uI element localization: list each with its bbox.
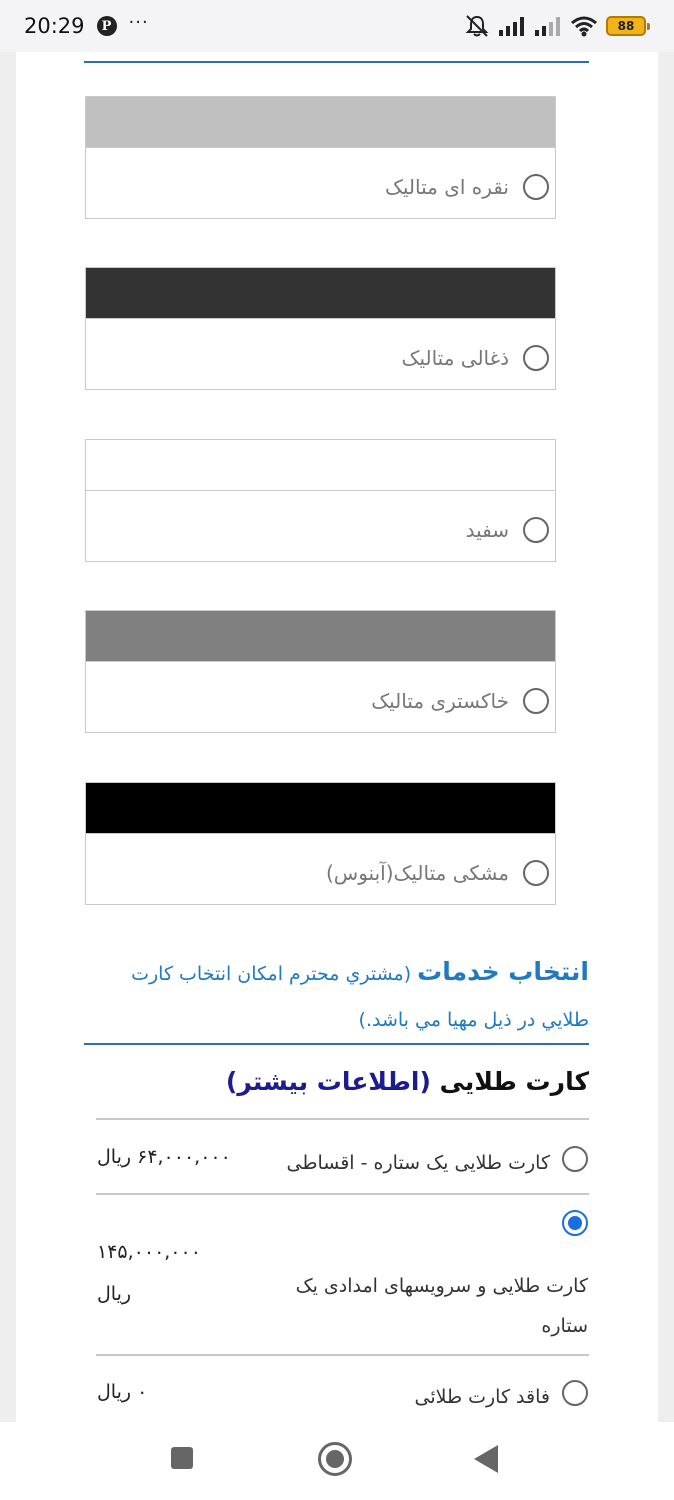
system-nav-bar bbox=[0, 1422, 674, 1500]
golden-card-radio-none[interactable] bbox=[562, 1380, 588, 1406]
wifi-icon bbox=[570, 15, 598, 37]
table-divider bbox=[96, 1193, 589, 1195]
golden-card-radio-one-star-installment[interactable] bbox=[562, 1146, 588, 1172]
color-option-gray[interactable] bbox=[85, 610, 556, 733]
color-label: ذغالی متالیک bbox=[401, 346, 509, 370]
color-label: سفید bbox=[465, 518, 509, 542]
color-swatch bbox=[86, 268, 555, 319]
golden-card-title: کارت طلایی bbox=[439, 1067, 589, 1096]
signal-icon-2 bbox=[534, 16, 562, 36]
signal-icon bbox=[498, 16, 526, 36]
table-divider bbox=[96, 1118, 589, 1120]
recent-apps-icon[interactable] bbox=[171, 1447, 193, 1469]
more-notifications-icon: ··· bbox=[128, 11, 149, 33]
clock: 20:29 bbox=[24, 14, 85, 38]
color-swatch bbox=[86, 783, 555, 834]
table-divider bbox=[96, 1354, 589, 1356]
color-option-white[interactable] bbox=[85, 439, 556, 562]
option-label: کارت طلایی یک ستاره - اقساطی bbox=[286, 1152, 550, 1174]
option-label: فاقد کارت طلائی bbox=[414, 1386, 550, 1408]
golden-card-heading bbox=[96, 1067, 589, 1096]
color-radio[interactable] bbox=[523, 345, 549, 371]
services-title bbox=[84, 950, 589, 1042]
color-swatch bbox=[86, 97, 555, 148]
color-swatch bbox=[86, 611, 555, 662]
golden-card-radio-services[interactable] bbox=[562, 1210, 588, 1236]
color-radio[interactable] bbox=[523, 860, 549, 886]
more-info-link[interactable]: (اطلاعات بیشتر) bbox=[225, 1067, 431, 1096]
pinterest-icon: P bbox=[97, 16, 117, 36]
services-heading: انتخاب خدمات bbox=[417, 957, 589, 986]
color-swatch bbox=[86, 440, 555, 491]
color-option-silver[interactable] bbox=[85, 96, 556, 219]
color-radio[interactable] bbox=[523, 688, 549, 714]
battery-icon: 88 bbox=[606, 16, 646, 36]
back-icon[interactable] bbox=[474, 1445, 498, 1473]
status-bar bbox=[0, 0, 674, 52]
color-label: مشکی متالیک(آبنوس) bbox=[325, 861, 509, 885]
color-label: نقره ای متالیک bbox=[385, 175, 509, 199]
color-radio[interactable] bbox=[523, 517, 549, 543]
option-price-unit: ریال bbox=[97, 1283, 132, 1305]
option-label: کارت طلایی و سرویسهای امدادی یک ستاره bbox=[295, 1275, 588, 1337]
home-icon[interactable] bbox=[318, 1442, 352, 1476]
color-label: خاکستری متالیک bbox=[371, 689, 509, 713]
mute-icon bbox=[464, 14, 490, 38]
option-price: ۰ ریال bbox=[97, 1381, 148, 1403]
option-price-amount: ۱۴۵,۰۰۰,۰۰۰ bbox=[97, 1241, 201, 1263]
services-divider bbox=[84, 1043, 589, 1045]
services-note: (مشتري محترم امكان انتخاب كارت طلايي در ذيل مهيا مي باشد.) bbox=[131, 963, 589, 1031]
color-option-black[interactable] bbox=[85, 782, 556, 905]
color-option-charcoal[interactable] bbox=[85, 267, 556, 390]
section-divider bbox=[84, 61, 589, 63]
option-price: ۶۴,۰۰۰,۰۰۰ ریال bbox=[97, 1146, 231, 1168]
web-page bbox=[16, 52, 658, 1422]
services-section bbox=[84, 950, 589, 1042]
color-radio[interactable] bbox=[523, 174, 549, 200]
